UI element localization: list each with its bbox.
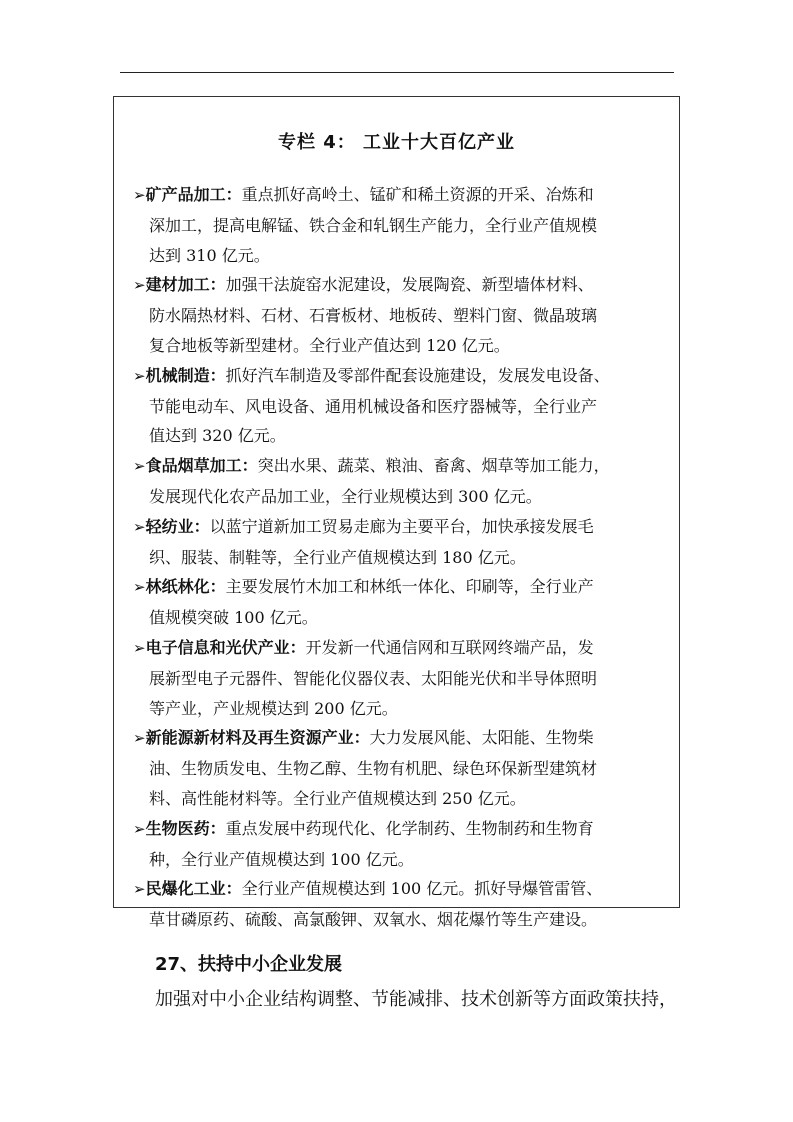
list-item-text: 重点发展中药现代化、化学制药、生物制药和生物育 [225,818,594,838]
list-item-continuation: 发展现代化农产品加工业，全行业规模达到 300 亿元。 [149,486,542,506]
list-item [133,814,671,875]
list-item-first-line [133,572,671,603]
section-heading: 27、扶持中小企业发展 [155,954,343,975]
list-item-continuation: 展新型电子元器件、智能化仪器仪表、太阳能光伏和半导体照明 [149,668,598,688]
arrow-bullet-icon: ➢ [133,578,146,597]
list-item-label: 林纸林化： [145,577,226,597]
list-item-first-line [133,512,671,543]
arrow-bullet-icon: ➢ [133,366,146,385]
list-item-label: 机械制造： [145,365,226,385]
list-item-continuation: 值规模突破 100 亿元。 [149,608,318,628]
list-item-continuation: 草甘磷原药、硫酸、高氯酸钾、双氧水、烟花爆竹等生产建设。 [149,910,598,930]
list-item-continuation: 油、生物质发电、生物乙醇、生物有机肥、绿色环保新型建筑材 [149,759,598,779]
list-item [133,270,671,360]
list-item [133,512,671,573]
list-item-text: 开发新一代通信网和互联网终端产品，发 [305,637,594,657]
arrow-bullet-icon: ➢ [133,457,146,476]
box-title: 专栏 4： 工业十大百亿产业 [277,132,516,153]
list-item-label: 电子信息和光伏产业： [145,637,306,657]
body-paragraph: 加强对中小企业结构调整、节能减排、技术创新等方面政策扶持， [155,989,677,1010]
list-item-first-line [133,180,671,211]
list-item [133,180,671,270]
list-item-text: 抓好汽车制造及零部件配套设施建设，发展发电设备、 [225,365,610,385]
arrow-bullet-icon: ➢ [133,880,146,899]
list-item-text: 重点抓好高岭土、锰矿和稀土资源的开采、冶炼和 [241,185,594,204]
list-item-first-line [133,814,671,845]
list-item-continuation: 防水隔热材料、石材、石膏板材、地板砖、塑料门窗、微晶玻璃 [149,306,598,326]
list-item-text: 主要发展竹木加工和林纸一体化、印刷等，全行业产 [225,577,594,597]
arrow-bullet-icon: ➢ [133,186,146,204]
arrow-bullet-icon: ➢ [133,276,146,295]
list-item-text: 全行业产值规模达到 100 亿元。抓好导爆管雷管、 [241,879,603,899]
list-item-label: 新能源新材料及再生资源产业： [145,728,370,748]
list-item [133,451,671,512]
arrow-bullet-icon: ➢ [133,819,146,838]
list-item-continuation: 深加工，提高电解锰、铁合金和轧钢生产能力，全行业产值规模 [149,215,598,235]
list-item-continuation: 织、服装、制鞋等，全行业产值规模达到 180 亿元。 [149,547,526,567]
list-item-text: 以蓝宁道新加工贸易走廊为主要平台，加快承接发展毛 [209,516,594,536]
list-item-continuation: 复合地板等新型建材。全行业产值达到 120 亿元。 [149,335,510,355]
list-item-label: 矿产品加工： [145,185,242,204]
list-item-continuation: 等产业，产业规模达到 200 亿元。 [149,698,398,718]
list-item-first-line [133,451,671,482]
arrow-bullet-icon: ➢ [133,729,146,748]
arrow-bullet-icon: ➢ [133,638,146,657]
list-item-first-line [133,723,671,754]
arrow-bullet-icon: ➢ [133,517,146,536]
list-item-label: 轻纺业： [145,516,210,536]
industry-list [133,180,671,935]
list-item-continuation: 种，全行业产值规模达到 100 亿元。 [149,849,414,869]
list-item-continuation: 达到 310 亿元。 [149,245,270,265]
list-item [133,361,671,451]
list-item-continuation: 料、高性能材料等。全行业产值规模达到 250 亿元。 [149,788,526,808]
header-rule [120,72,674,73]
list-item [133,723,671,813]
list-item-continuation: 节能电动车、风电设备、通用机械设备和医疗器械等，全行业产 [149,396,598,416]
list-item-text: 突出水果、蔬菜、粮油、畜禽、烟草等加工能力， [257,456,610,476]
list-item [133,874,671,935]
list-item-continuation: 值达到 320 亿元。 [149,426,286,446]
list-item-text: 加强干法旋窑水泥建设，发展陶瓷、新型墙体材料、 [225,275,594,295]
list-item-label: 食品烟草加工： [145,456,258,476]
list-item-label: 生物医药： [145,818,226,838]
list-item [133,633,671,723]
list-item-first-line [133,270,671,301]
list-item-label: 民爆化工业： [145,879,242,899]
list-item-text: 大力发展风能、太阳能、生物柴 [369,728,594,748]
list-item-first-line [133,874,671,905]
list-item-first-line [133,361,671,392]
list-item [133,572,671,633]
list-item-first-line [133,633,671,664]
list-item-label: 建材加工： [145,275,226,295]
